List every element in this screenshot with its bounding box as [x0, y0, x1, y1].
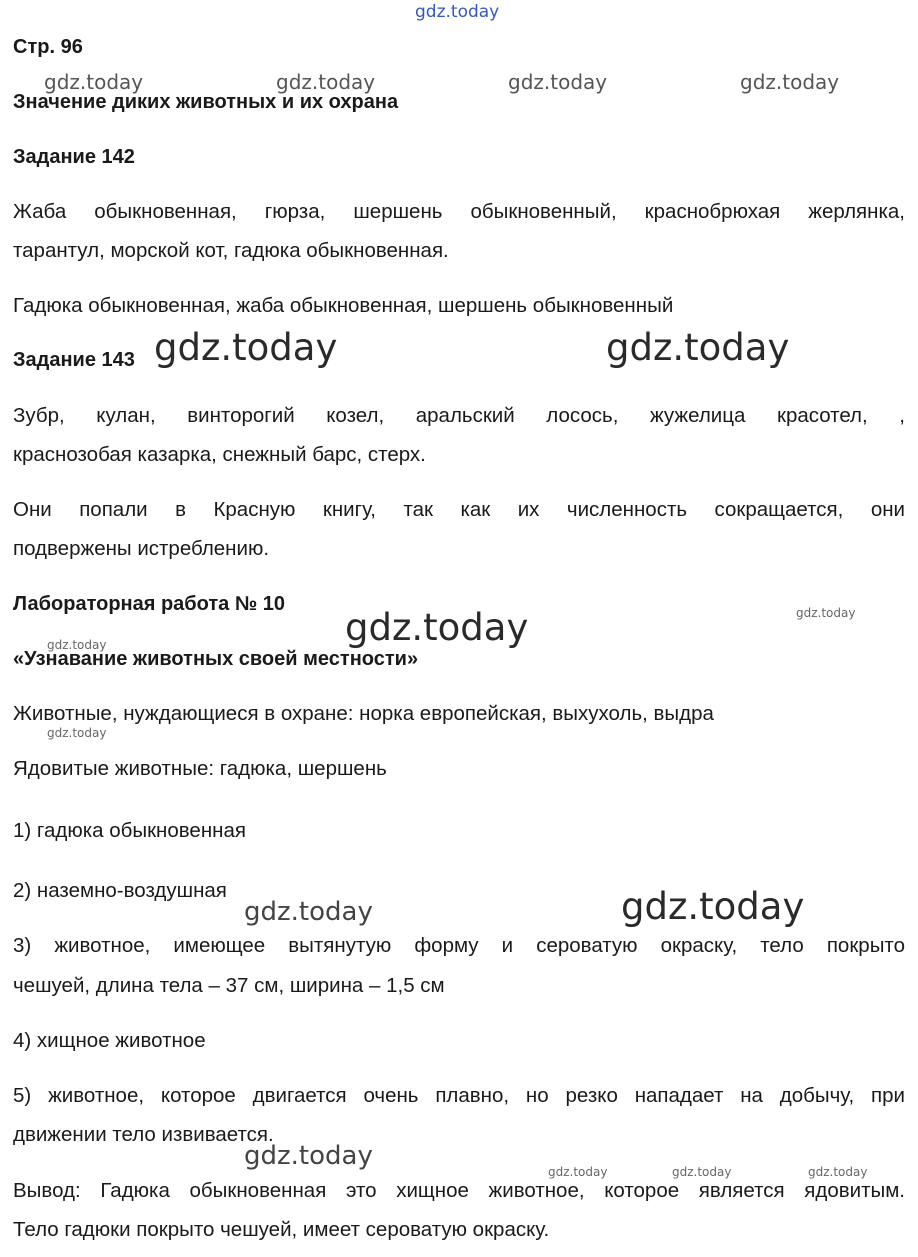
task-143-answer-line: подвержены истреблению. [13, 537, 270, 560]
task-142-answer: Гадюка обыкновенная, жаба обыкновенная, шершень обыкновенный [13, 294, 674, 317]
watermark: gdz.today [606, 326, 790, 369]
watermark: gdz.today [276, 70, 376, 94]
watermark: gdz.today [244, 897, 373, 927]
watermark: gdz.today [47, 638, 107, 652]
watermark: gdz.today [796, 606, 856, 620]
list-item: 1) гадюка обыкновенная [13, 819, 246, 842]
task-142-paragraph-line: Жаба обыкновенная, гюрза, шершень обыкновенный, краснобрюхая жерлянка, [13, 200, 905, 223]
lab-subtitle: «Узнавание животных своей местности» [13, 648, 419, 670]
watermark: gdz.today [548, 1165, 608, 1179]
protected-animals: Животные, нуждающиеся в охране: норка европейская, выхухоль, выдра [13, 702, 714, 725]
watermark: gdz.today [621, 885, 805, 928]
conclusion-line: Вывод: Гадюка обыкновенная это хищное животное, которое является ядовитым. [13, 1179, 905, 1202]
list-item-continuation: движении тело извивается. [13, 1123, 274, 1146]
list-item: 2) наземно-воздушная [13, 879, 227, 902]
watermark: gdz.today [47, 726, 107, 740]
watermark: gdz.today [244, 1141, 373, 1171]
list-item: 4) хищное животное [13, 1029, 206, 1052]
task-143-paragraph-line: краснозобая казарка, снежный барс, стерх. [13, 443, 426, 466]
list-item: 5) животное, которое двигается очень плавно, но резко нападает на добычу, при [13, 1084, 905, 1107]
watermark: gdz.today [44, 70, 144, 94]
watermark: gdz.today [740, 70, 840, 94]
section-title: Значение диких животных и их охрана [13, 91, 399, 113]
task-142-paragraph-line: тарантул, морской кот, гадюка обыкновенная. [13, 239, 449, 262]
list-item-continuation: чешуей, длина тела – 37 см, ширина – 1,5 см [13, 974, 445, 997]
watermark: gdz.today [672, 1165, 732, 1179]
watermark: gdz.today [415, 2, 500, 22]
task-143-title: Задание 143 [13, 349, 135, 371]
task-143-paragraph-line: Зубр, кулан, винторогий козел, аральский лосось, жужелица красотел, , [13, 404, 905, 427]
list-item: 3) животное, имеющее вытянутую форму и сероватую окраску, тело покрыто [13, 934, 905, 957]
conclusion-line: Тело гадюки покрыто чешуей, имеет сероватую окраску. [13, 1218, 550, 1241]
watermark: gdz.today [808, 1165, 868, 1179]
task-143-answer-line: Они попали в Красную книгу, так как их численность сокращается, они [13, 498, 905, 521]
watermark: gdz.today [154, 326, 338, 369]
lab-title: Лабораторная работа № 10 [13, 593, 285, 615]
page-label: Стр. 96 [13, 36, 83, 58]
watermark: gdz.today [508, 70, 608, 94]
watermark: gdz.today [345, 606, 529, 649]
poisonous-animals: Ядовитые животные: гадюка, шершень [13, 757, 387, 780]
task-142-title: Задание 142 [13, 146, 135, 168]
